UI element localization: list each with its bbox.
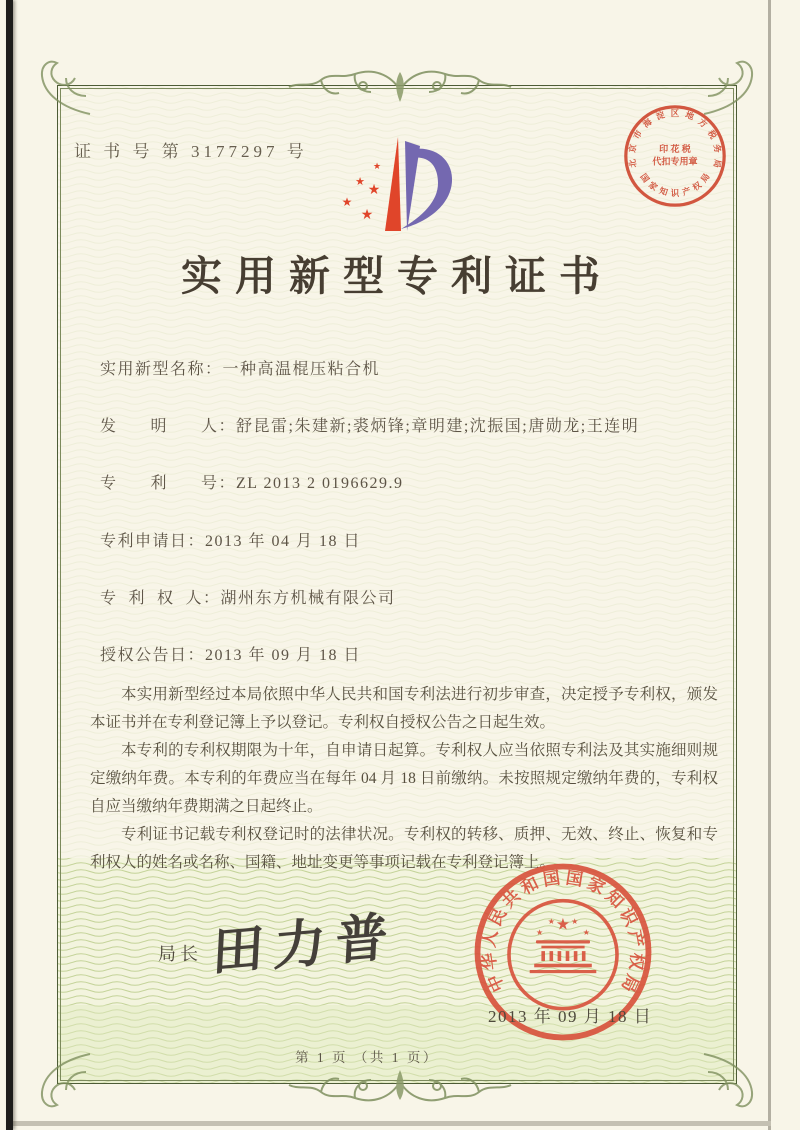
top-center-dragon-ornament	[287, 62, 513, 112]
corner-ornament-bottom-right	[700, 1050, 766, 1112]
star-icon: ★	[355, 176, 365, 188]
field-label: 专 利 权 人：	[100, 590, 221, 607]
bottom-center-dragon-ornament	[287, 1060, 513, 1110]
stamp-arc-char: 区	[670, 108, 680, 118]
seal-arc-char: 国	[564, 868, 585, 890]
seal-arc-char: 国	[541, 868, 562, 890]
stamp-arc-char: 京	[627, 143, 639, 154]
stamp-arc-char: 国	[638, 172, 651, 185]
field-patentee	[100, 585, 720, 608]
stamp-arc-char: 产	[681, 186, 693, 198]
star-icon: ★	[367, 183, 381, 198]
director-label: 局长	[158, 944, 202, 964]
stamp-arc-char: 权	[691, 180, 704, 193]
legal-paragraph-1: 本实用新型经过本局依照中华人民共和国专利法进行初步审查，决定授予专利权，颁发本证书并在专利登记簿上予以登记。专利权自授权公告之日起生效。	[90, 686, 718, 731]
star-icon: ★	[582, 927, 591, 937]
stamp-arc-char: 海	[641, 117, 654, 130]
field-inventors	[100, 413, 720, 436]
seal-arc-char: 中	[483, 971, 509, 995]
field-value: 2013 年 09 月 18 日	[205, 647, 362, 664]
seal-arc-char: 人	[479, 928, 502, 949]
seal-arc-char: 民	[485, 905, 511, 930]
field-value: ZL 2013 2 0196629.9	[236, 475, 404, 492]
field-value: 舒昆雷;朱建新;裘炳锋;章明建;沈振国;唐勋龙;王连明	[236, 418, 640, 435]
seal-arc-char: 产	[624, 928, 647, 949]
stamp-arc-char: 局	[711, 158, 723, 169]
star-icon: ★	[360, 208, 374, 223]
seal-arc-char: 家	[584, 873, 608, 899]
certificate-title: 实用新型专利证书	[181, 253, 613, 299]
national-emblem-icon	[509, 901, 617, 1009]
seal-arc-char: 知	[601, 886, 628, 912]
star-icon: ★	[372, 161, 382, 171]
legal-text-block	[90, 681, 718, 877]
field-value: 2013 年 04 月 18 日	[205, 533, 362, 550]
stamp-arc-char: 识	[670, 189, 680, 199]
legal-paragraph-2: 本专利的专利权期限为十年，自申请日起算。专利权人应当依照专利法及其实施细则规定缴纳年费。本专利的年费应当在每年 04 月 18 日前缴纳。未按照规定缴纳年费的，专利权自应当缴纳年费期满之日起终止。	[90, 742, 718, 815]
seal-arc-char: 共	[498, 886, 525, 912]
stamp-center-line1: 印 花 税	[659, 144, 691, 155]
stamp-arc-char: 北	[627, 158, 639, 169]
seal-arc-char: 识	[615, 905, 641, 930]
star-icon: ★	[555, 915, 571, 934]
field-label: 发 明 人：	[100, 418, 237, 435]
stamp-arc-char: 淀	[654, 110, 666, 122]
star-icon: ★	[571, 917, 579, 927]
scan-edge-bottom	[6, 1121, 771, 1126]
field-patent-number	[100, 470, 720, 493]
stamp-arc-char: 家	[646, 180, 659, 193]
logo-red-wedge	[385, 137, 401, 231]
field-filing-date	[100, 528, 720, 551]
stamp-arc-char: 方	[696, 117, 709, 130]
field-label: 授权公告日：	[100, 647, 206, 664]
field-label: 实用新型名称：	[100, 361, 223, 378]
scan-edge-right	[768, 0, 771, 1130]
seal-date: 2013 年 09 月 18 日	[488, 1007, 653, 1026]
seal-arc-char: 权	[625, 951, 647, 972]
stamp-arc-char: 知	[657, 186, 669, 198]
legal-paragraph-3: 专利证书记载专利权登记时的法律状况。专利权的转移、质押、无效、终止、恢复和专利权人的姓名或名称、国籍、地址变更等事项记载在专利登记簿上。	[90, 826, 718, 871]
seal-arc-char: 和	[518, 873, 542, 899]
corner-ornament-top-left	[28, 56, 94, 118]
tax-withholding-stamp	[620, 101, 730, 211]
stamp-arc-char: 税	[705, 128, 718, 141]
stamp-arc-char: 务	[711, 143, 723, 154]
stamp-arc-char: 市	[632, 128, 645, 141]
stamp-arc-char: 地	[684, 110, 696, 122]
star-icon: ★	[535, 927, 544, 937]
star-icon: ★	[341, 195, 353, 209]
seal-arc-char: 华	[479, 951, 501, 972]
star-icon: ★	[547, 917, 555, 927]
director-signature: 田力普	[210, 908, 399, 983]
scan-edge-left	[6, 0, 13, 1130]
sipo-logo-icon	[325, 133, 475, 238]
seal-arc-char: 局	[617, 971, 643, 995]
field-value: 湖州东方机械有限公司	[220, 590, 396, 607]
stamp-center-line2: 代扣专用章	[652, 156, 698, 167]
field-value: 一种高温棍压粘合机	[222, 361, 381, 378]
certificate-number: 证 书 号 第 3177297 号	[74, 142, 308, 161]
page-number-footer: 第 1 页 （共 1 页）	[295, 1050, 439, 1065]
field-grant-date	[100, 642, 720, 665]
field-utility-model-name	[100, 356, 720, 379]
stamp-arc-char: 局	[699, 172, 712, 185]
field-label: 专 利 号：	[100, 475, 237, 492]
field-label: 专利申请日：	[100, 533, 206, 550]
